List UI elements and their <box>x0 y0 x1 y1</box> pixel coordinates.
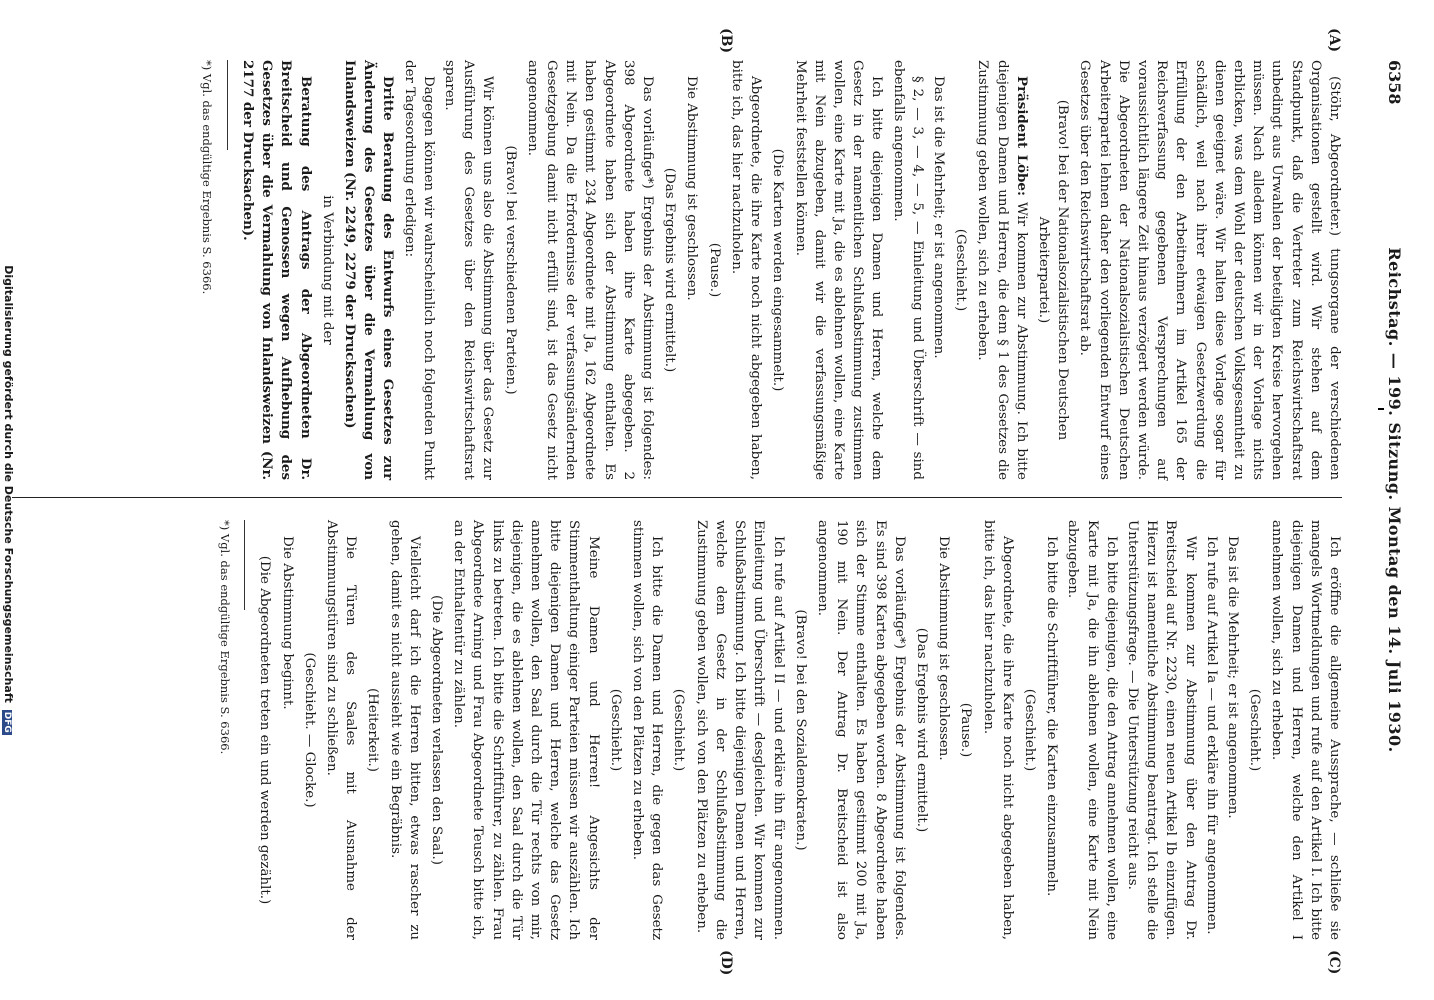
paragraph: Dagegen können wir wahrscheinlich noch folgenden Punkt der Tagesordnung erledigen: <box>401 60 436 480</box>
paragraph: Die Abstimmung beginnt. <box>279 536 295 710</box>
paragraph: (Stöhr, Abgeordneter.) tungsorgane der verschiedenen Organisationen gestellt wird. Wir stehen auf dem Standpunkt, daß die Vertreter zum Reichswirtschaftsrat unbedingt aus Urwahlen der beteiligten Kreise hervorgehen müssen. Nach alledem können wir in der Vorlage nichts erblicken, was dem Wohl der deutschen Volksgesamtheit zu dienen geeignet wäre. Wir halten diese Vorlage sogar für schädlich, weil nach ihrer etwaigen Gesetzwerdung die Erfüllung der den Arbeitnehmern im Artikel 165 der Reichsverfassung gegebenen Versprechungen auf voraussichtlich längere Zeit hinaus verzögert werden würde. Die Abgeordneten der Nationalsozialistischen Deutschen Arbeiterpartei lehnen daher den vorliegenden Entwurf eines Gesetzes über den Reichswirtschaftsrat ab. <box>1077 60 1342 480</box>
interjection: (Geschieht.) <box>1247 688 1263 772</box>
paragraph <box>973 60 1031 480</box>
paragraph: Das ist die Mehrheit; er ist angenommen. <box>930 76 946 359</box>
paragraph: Abgeordnete, die ihre Karte noch nicht abgegeben haben, bitte ich, das hier nachzuholen. <box>980 520 1015 940</box>
interjection: (Bravo! bei den Sozialdemokraten.) <box>792 609 808 851</box>
interjection: (Das Ergebnis wird ermittelt.) <box>913 627 929 833</box>
interjection: (Die Abgeordneten verlassen den Saal.) <box>429 595 445 865</box>
paragraph: Das ist die Mehrheit; er ist angenommen. <box>1224 536 1240 819</box>
paragraph: Das vorläufige*) Ergebnis der Abstimmung ist folgendes: 398 Abgeordnete haben ihre Karte abgegeben. 2 Abgeordnete haben sich der Abstimmung enthalten. Es haben gestimmt 234 Abgeordnete mit Ja, 162 Abgeordnete mit Nein. Da die Erfordernisse der verfassungsändernden Gesetzgebung damit nicht erfüllt sind, ist das Gesetz nicht angenommen. <box>524 60 656 480</box>
footnote-rule <box>244 520 245 610</box>
paragraph: Wir können uns also die Abstimmung über das Gesetz zur Ausführung des Gesetzes über den Reichswirtschaftsrat sparen. <box>442 60 496 480</box>
footnote: *) Vgl. das endgültige Ergebnis S. 6366. <box>217 520 232 755</box>
margin-mark-b: (B) <box>718 28 734 54</box>
page-header <box>1370 60 1404 940</box>
margin-mark-a: (A) <box>1326 28 1342 53</box>
paragraph: Ich bitte diejenigen, die den Antrag annehmen wollen, eine Karte mit Ja, die ihn ablehnen wollen, eine Karte mit Nein abzugeben. <box>1065 520 1119 940</box>
speech-text: Wir kommen zur Abstimmung. Ich bitte diejenigen Damen und Herren, die dem § 1 des Gesetzes die Zustimmung geben wollen, sich zu erheben. <box>975 60 1029 480</box>
speaker-name: Präsident Löbe: <box>1013 76 1030 196</box>
paragraph: § 2, — 3, — 4, — 5, — Einleitung und Überschrift — sind ebenfalls angenommen. <box>890 60 925 480</box>
interjection: (Bravo! bei der Nationalsozialistischen Deutschen Arbeiterpartei.) <box>1035 99 1071 441</box>
margin-mark-c: (C) <box>1326 950 1342 975</box>
interjection: (Geschieht.) <box>953 228 969 312</box>
interjection: (Das Ergebnis wird ermittelt.) <box>662 167 678 373</box>
paragraph: Das vorläufige*) Ergebnis der Abstimmung ist folgendes. Es sind 398 Karten abgegeben worden. 8 Abgeordnete haben sich der Stimme enthalten. Es haben gestimmt 200 mit Ja, 190 mit Nein. Der Antrag Dr. Breitscheid ist also angenommen. <box>814 520 907 940</box>
interjection: (Pause.) <box>958 702 974 758</box>
page-title: Reichstag. — 199. Sitzung. Montag den 14. Juli 1930. <box>1385 247 1404 753</box>
paragraph: Die Türen des Saales mit Ausnahme der Abstimmungstüren sind zu schließen. <box>324 520 359 940</box>
agenda-item: Dritte Beratung des Entwurfs eines Gesetzes zur Änderung des Gesetzes über die Vermahlung von Inlandsweizen (Nr. 2249, 2279 der Drucksachen) <box>342 60 397 480</box>
interjection: (Geschieht.) <box>1021 688 1037 772</box>
paragraph: Ich bitte die Schriftführer, die Karten einzusammeln. <box>1044 536 1060 897</box>
paragraph: Die Abstimmung ist geschlossen. <box>936 536 952 761</box>
interjection: (Die Karten werden eingesammelt.) <box>770 148 786 392</box>
footnote-rule <box>227 60 228 150</box>
paragraph: Vielleicht darf ich die Herren bitten, etwas rascher zu gehen, damit es nicht aussieht wie ein Begräbnis. <box>387 520 422 940</box>
left-column <box>188 60 1344 480</box>
interjection: (Heiterkeit.) <box>365 688 381 772</box>
paragraph: in Verbindung mit der <box>319 195 335 345</box>
paragraph: Die Abstimmung ist geschlossen. <box>684 76 700 301</box>
paragraph: Ich bitte die Damen und Herren, die gegen das Gesetz stimmen wollen, sich von den Plätzen zu erheben. <box>630 520 665 940</box>
interjection: (Die Abgeordneten treten ein und werden gezählt.) <box>257 555 273 905</box>
agenda-item: Beratung des Antrags der Abgeordneten Dr. Breitscheid und Genossen wegen Aufhebung des Gesetzes über die Vermahlung von Inlandsweizen (Nr. 2177 der Drucksachen). <box>240 60 314 480</box>
right-column <box>205 520 1344 940</box>
paragraph: Ich rufe auf Artikel Ia — und erkläre ihn für angenommen. <box>1203 536 1219 935</box>
interjection: (Geschieht.) <box>607 688 623 772</box>
column-divider <box>12 497 1342 498</box>
margin-mark-d: (D) <box>718 950 734 976</box>
paragraph: Abgeordnete, die ihre Karte noch nicht abgegeben haben, bitte ich, das hier nachzuholen. <box>728 60 764 480</box>
paragraph: Ich rufe auf Artikel II — und erkläre ihn für angenommen. Einleitung und Überschrift — desgleichen. Wir kommen zur Schlußabstimmung. Ich bitte diejenigen Damen und Herren, welche dem Gesetz in der Schlußabstimmung die Zustimmung geben wollen, sich von den Plätzen zu erheben. <box>693 520 786 940</box>
page-number: 6358 <box>1385 60 1404 105</box>
paragraph: Wir kommen zur Abstimmung über den Antrag Dr. Breitscheid auf Nr. 2230, einen neuen Artikel Ib einzufügen. Hierzu ist namentliche Abstimmung beantragt. Ich stelle die Unterstützungsfrage. — Die Unterstützung reicht aus. <box>1124 520 1198 940</box>
dfg-logo: DFG <box>2 711 12 733</box>
interjection: (Geschieht. — Glocke.) <box>301 652 317 808</box>
paragraph: Ich eröffne die allgemeine Aussprache, — schließe sie mangels Wortmeldungen und rufe auf den Artikel I. Ich bitte diejenigen Damen und Herren, welche den Artikel I annehmen wollen, sich zu erheben. <box>1269 520 1342 940</box>
interjection: (Geschieht.) <box>671 688 687 772</box>
interjection: (Pause.) <box>706 242 722 298</box>
paragraph: Ich bitte diejenigen Damen und Herren, welche dem Gesetz in der namentlichen Schlußabstimmung zustimmen wollen, eine Karte mit Ja, die es ablehnen wollen, eine Karte mit Nein abzugeben, damit wir die verfassungsmäßige Mehrheit feststellen können. <box>792 60 885 480</box>
paragraph: Meine Damen und Herren! Angesichts der Stimmenthaltung einiger Parteien müssen wir auszählen. Ich bitte diejenigen Damen und Herren, welche das Gesetz annehmen wollen, den Saal durch die Tür rechts von mir, diejenigen, die es ablehnen wollen, den Saal durch die Tür links zu betreten. Ich bitte die Schriftführer, zu zählen. Frau Abgeordnete Arning und Frau Abgeordnete Teusch bitte ich, an der Enthaltentür zu zählen. <box>451 520 601 940</box>
digitization-credit <box>2 0 15 1000</box>
footnote: *) Vgl. das endgültige Ergebnis S. 6366. <box>200 60 215 295</box>
interjection: (Bravo! bei verschiedenen Parteien.) <box>502 145 518 395</box>
credit-text: Digitalisierung gefördert durch die Deutsche Forschungsgemeinschaft <box>2 265 15 703</box>
